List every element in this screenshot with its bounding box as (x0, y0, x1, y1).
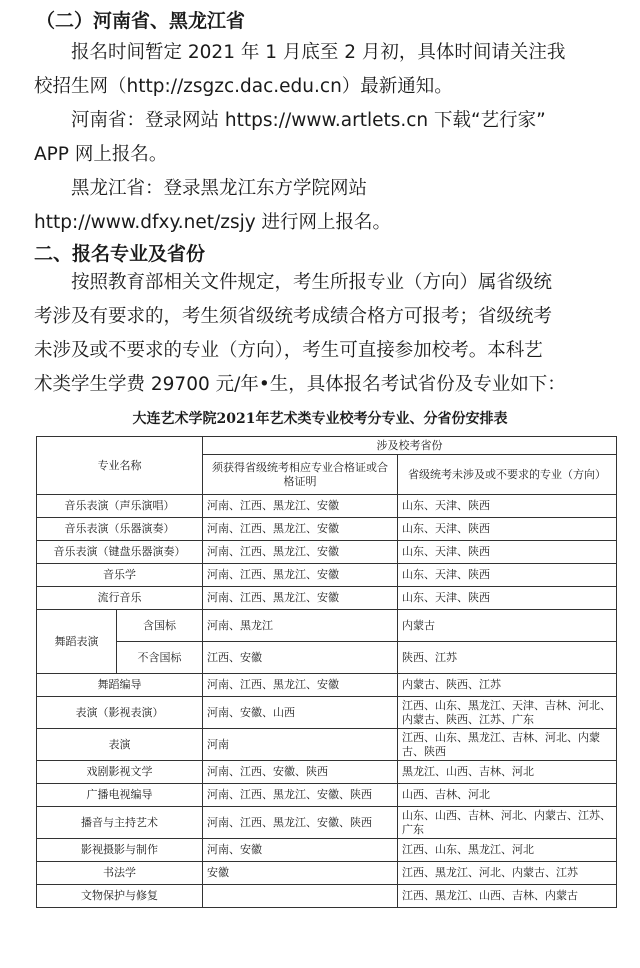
not-required-provinces: 江西、山东、黑龙江、吉林、河北、内蒙古、陕西 (398, 729, 617, 761)
major-name: 音乐表演（乐器演奏） (37, 518, 203, 541)
header-required: 须获得省级统考相应专业合格证或合格证明 (203, 455, 398, 495)
required-provinces: 河南、安徽 (203, 839, 398, 862)
table-row (37, 807, 617, 839)
not-required-provinces: 黑龙江、山西、吉林、河北 (398, 761, 617, 784)
text-line: 按照教育部相关文件规定，考生所报专业（方向）属省级统 (71, 272, 553, 293)
required-provinces: 河南 (203, 729, 398, 761)
text-line: 考涉及有要求的，考生须省级统考成绩合格方可报考；省级统考 (34, 306, 553, 327)
table-row (37, 564, 617, 587)
table-row (37, 784, 617, 807)
major-name: 音乐表演（键盘乐器演奏） (37, 541, 203, 564)
required-provinces: 河南、江西、安徽、陕西 (203, 761, 398, 784)
not-required-provinces: 山东、天津、陕西 (398, 518, 617, 541)
major-name: 音乐表演（声乐演唱） (37, 495, 203, 518)
table-row (37, 587, 617, 610)
header-provinces: 涉及校考省份 (203, 437, 617, 455)
text-line: 未涉及或不要求的专业（方向），考生可直接参加校考。本科艺 (34, 340, 543, 361)
not-required-provinces: 内蒙古、陕西、江苏 (398, 674, 617, 697)
not-required-provinces: 江西、山东、黑龙江、河北 (398, 839, 617, 862)
major-name: 舞蹈编导 (37, 674, 203, 697)
major-name: 音乐学 (37, 564, 203, 587)
major-name: 舞蹈表演 (37, 610, 117, 674)
table-row (37, 761, 617, 784)
required-provinces (203, 885, 398, 908)
required-provinces: 河南、江西、黑龙江、安徽 (203, 495, 398, 518)
section-heading-major: 二、报名专业及省份 (34, 243, 206, 265)
not-required-provinces: 山东、天津、陕西 (398, 564, 617, 587)
major-name: 影视摄影与制作 (37, 839, 203, 862)
table-row (37, 541, 617, 564)
not-required-provinces: 山西、吉林、河北 (398, 784, 617, 807)
table-title: 大连艺术学院2021年艺术类专业校考分专业、分省份安排表 (132, 411, 508, 427)
header-not-required: 省级统考未涉及或不要求的专业（方向） (398, 455, 617, 495)
required-provinces: 河南、安徽、山西 (203, 697, 398, 729)
required-provinces: 河南、江西、黑龙江、安徽 (203, 518, 398, 541)
table-row (37, 729, 617, 761)
not-required-provinces: 江西、黑龙江、山西、吉林、内蒙古 (398, 885, 617, 908)
arrangement-table (36, 436, 617, 908)
required-provinces: 安徽 (203, 862, 398, 885)
not-required-provinces: 山东、天津、陕西 (398, 541, 617, 564)
table-row (37, 610, 617, 642)
table-row (37, 518, 617, 541)
required-provinces: 河南、江西、黑龙江、安徽 (203, 541, 398, 564)
not-required-provinces: 陕西、江苏 (398, 642, 617, 674)
major-name: 表演 (37, 729, 203, 761)
table-row (37, 839, 617, 862)
text-line: http://www.dfxy.net/zsjy 进行网上报名。 (34, 212, 392, 233)
major-name: 书法学 (37, 862, 203, 885)
major-name: 表演（影视表演） (37, 697, 203, 729)
section-henan-heilongjiang-body (34, 36, 634, 240)
not-required-provinces: 内蒙古 (398, 610, 617, 642)
table-row (37, 697, 617, 729)
text-line: 黑龙江省：登录黑龙江东方学院网站 (71, 178, 368, 199)
text-line: 报名时间暂定 2021 年 1 月底至 2 月初，具体时间请关注我 (71, 42, 566, 63)
not-required-provinces: 山东、天津、陕西 (398, 587, 617, 610)
header-major: 专业名称 (37, 437, 203, 495)
sub-direction: 含国标 (117, 610, 203, 642)
major-name: 流行音乐 (37, 587, 203, 610)
table-row (37, 674, 617, 697)
text-line: 术类学生学费 29700 元/年•生，具体报名考试省份及专业如下： (34, 374, 566, 395)
table-row (37, 885, 617, 908)
required-provinces: 河南、江西、黑龙江、安徽 (203, 587, 398, 610)
not-required-provinces: 江西、黑龙江、河北、内蒙古、江苏 (398, 862, 617, 885)
major-name: 戏剧影视文学 (37, 761, 203, 784)
text-line: APP 网上报名。 (34, 144, 168, 165)
table-header-row (37, 437, 617, 455)
required-provinces: 河南、江西、黑龙江、安徽 (203, 564, 398, 587)
table-row (37, 495, 617, 518)
not-required-provinces: 江西、山东、黑龙江、天津、吉林、河北、内蒙古、陕西、江苏、广东 (398, 697, 617, 729)
text-line: 校招生网（http://zsgzc.dac.edu.cn）最新通知。 (34, 76, 453, 97)
required-provinces: 河南、江西、黑龙江、安徽、陕西 (203, 784, 398, 807)
section-major-body (34, 266, 634, 402)
major-name: 文物保护与修复 (37, 885, 203, 908)
required-provinces: 河南、黑龙江 (203, 610, 398, 642)
not-required-provinces: 山东、山西、吉林、河北、内蒙古、江苏、广东 (398, 807, 617, 839)
required-provinces: 江西、安徽 (203, 642, 398, 674)
not-required-provinces: 山东、天津、陕西 (398, 495, 617, 518)
required-provinces: 河南、江西、黑龙江、安徽、陕西 (203, 807, 398, 839)
required-provinces: 河南、江西、黑龙江、安徽 (203, 674, 398, 697)
major-name: 广播电视编导 (37, 784, 203, 807)
section-heading-henan-heilongjiang: （二）河南省、黑龙江省 (36, 10, 246, 32)
major-name: 播音与主持艺术 (37, 807, 203, 839)
table-row (37, 642, 617, 674)
table-row (37, 862, 617, 885)
text-line: 河南省：登录网站 https://www.artlets.cn 下载“艺行家” (71, 110, 546, 131)
sub-direction: 不含国标 (117, 642, 203, 674)
